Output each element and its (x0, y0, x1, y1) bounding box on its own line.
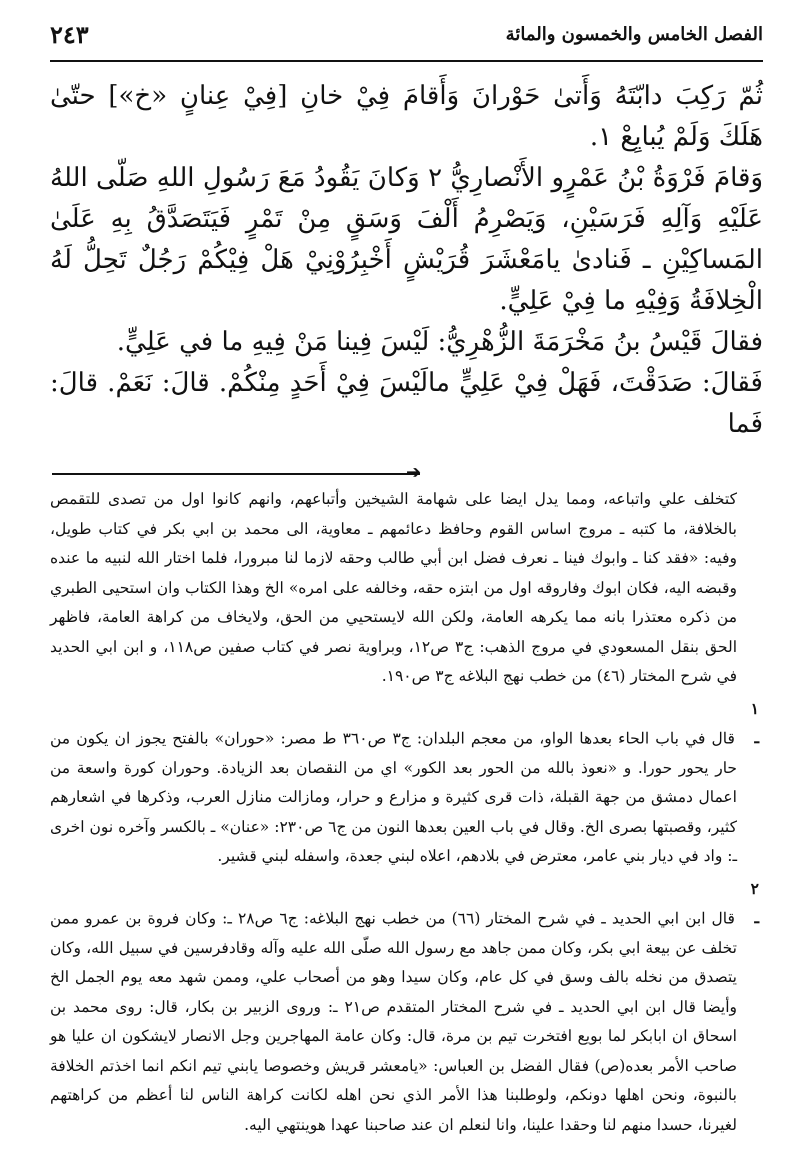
main-paragraph-4: فَقالَ: صَدَقْتَ، فَهَلْ فِيْ عَلِيٍّ مالَيْسَ فِيْ أَحَدٍ مِنْكُمْ. قالَ: نَعَمْ. قالَ: فَما (50, 368, 763, 439)
page-number: ٢٤٣ (50, 19, 89, 49)
main-paragraph-3: فقالَ قَيْسُ بنُ مَخْرَمَةَ الزُّهْرِيُّ: لَيْسَ فِينا مَنْ فِيهِ ما في عَلِيٍّ. (116, 327, 763, 357)
footnotes (50, 485, 763, 1140)
footnote-2 (50, 874, 763, 1141)
arrow-right-icon: ➔ (406, 462, 422, 483)
divider-line (52, 473, 420, 475)
document-page (0, 8, 805, 1170)
main-paragraph-1: ثُمّ رَكِبَ دابّتَهُ وَأَتىٰ حَوْرانَ وَأَقامَ فِيْ خانِ [فِيْ عِنانٍ «خ»] حتّىٰ هَلَكَ وَلَمْ يُبايِعْ ١. (50, 81, 763, 152)
footnote-number: ١ ـ (750, 698, 759, 747)
footnote-text: قال في باب الحاء بعدها الواو، من معجم البلدان: ج٣ ص٣٦٠ ط مصر: «حوران» بالفتح يجوز ان يكون من حار يحور حورا. و «نعوذ بالله من الحور بعد الكور» اي من النقصان بعد الزيادة. وحوران كورة واسعة من اعمال دمشق من جهة القبلة، ذات قرى كثيرة و مزارع و حرار، ومازالت منازل العرب، وذكرها في اشعارهم كثير، وقصبتها بصرى الخ. وقال في باب العين بعدها النون من ج٦ ص٢٣٠: «عنان» ـ بالكسر وآخره نون اخرى ـ: واد في ديار بني عامر، معترض في بلادهم، اعلاه لبني جعدة، واسفله لبني قشير. (50, 729, 737, 865)
footnote-1 (50, 694, 763, 872)
page-header (50, 8, 763, 62)
footnote-number: ٢ ـ (750, 878, 759, 927)
footnote-text: قال ابن ابي الحديد ـ في شرح المختار (٦٦) من خطب نهج البلاغه: ج٦ ص٢٨ ـ: وكان فروة بن عمرو ممن تخلف عن بيعة ابي بكر، وكان ممن جاهد مع رسول الله صلّى الله عليه وآله وقادفرسين في سبيل الله، وكان يتصدق من نخله بالف وسق في كل عام، وكان سيدا وهو من أصحاب علي، وممن شهد معه يوم الجمل الخ وأيضا قال ابن ابي الحديد ـ في شرح المختار المتقدم ص٢١ ـ: وروى الزبير بن بكار، قال: روى محمد بن اسحاق ان ابابكر لما بويع افتخرت تيم بن مرة، قال: وكان عامة المهاجرين وجل الانصار لايشكون ان عليا هو صاحب الأمر بعده(ص) فقال الفضل بن العباس: «يامعشر قريش وخصوصا يابني تيم انكم انما اخذتم الخلافة بالنبوة، ونحن اهلها دونكم، ولوطلبنا هذا الأمر الذي نحن اهله لكانت كراهة الناس لنا أعظم من كراهتهم لغيرنا، حسدا منهم لنا وحقدا علينا، وانا لنعلم ان عند صاحبنا عهدا هوينتهي اليه. (50, 909, 737, 1134)
footnote-continuation: كتخلف علي واتباعه، ومما يدل ايضا على شهامة الشيخين وأتباعهم، وانهم كانوا اول من تصدى للتقمص بالخلافة، ما كتبه ـ مروج اساس القوم وحافظ دعائمهم ـ معاوية، الى محمد بن ابي بكر في كتاب طويل، وفيه: «فقد كنا ـ وابوك فينا ـ نعرف فضل ابن أبي طالب وحقه لازما لنا مبرورا، فلما اختار الله لنبيه ما عنده وقبضه اليه، فكان ابوك وفاروقه اول من ابتزه حقه، وخالفه على امره» الخ وهذا الكتاب وان استحيى الطبري من ذكره معتذرا بانه مما يكرهه العامة، ولكن الله لايستحيي من الحق، ولايخاف من كراهة العامة، فاظهر الحق بنقل المسعودي في مروج الذهب: ج٣ ص١٢، وبراوية نصر في كتاب صفين ص١١٨، و ابن ابي الحديد في شرح المختار (٤٦) من خطب نهج البلاغه ج٣ ص١٩٠. (50, 490, 737, 685)
main-paragraph-2: وَقامَ فَرْوَةُ بْنُ عَمْرٍو الأَنْصارِيُّ ٢ وَكانَ يَقُودُ مَعَ رَسُولِ اللهِ صَلّى اللهُ عَلَيْهِ وَآلِهِ فَرَسَيْنِ، وَيَصْرِمُ أَلْفَ وَسَقٍ مِنْ تَمْرٍ فَيَتَصَدَّقُ بِهِ عَلَىٰ المَساكِيْنِ ـ فَنادىٰ يامَعْشَرَ قُرَيْشٍ أَخْبِرُوْنِيْ هَلْ فِيْكُمْ رَجُلٌ تَحِلُّ لَهُ الْخِلافَةُ وَفِيْهِ ما فِيْ عَلِيٍّ. (50, 163, 763, 316)
running-title: الفصل الخامس والخمسون والمائة (505, 23, 763, 45)
main-text (50, 76, 763, 445)
footnote-divider (50, 462, 763, 483)
